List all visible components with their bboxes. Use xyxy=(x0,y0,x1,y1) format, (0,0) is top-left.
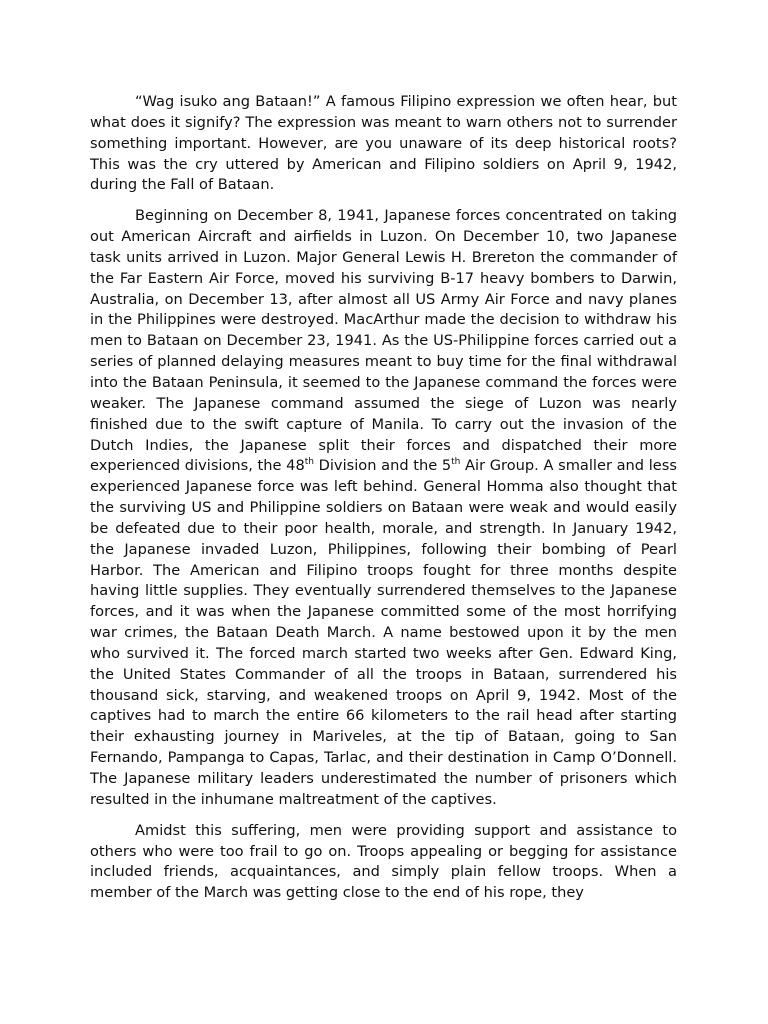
paragraph-1-text: “Wag isuko ang Bataan!” A famous Filipino expression we often hear, but what does it signify? The expression was meant to warn others not to surrender something important. However, are you unaware of its deep historical roots? This was the cry uttered by American and Filipino soldiers on April 9, 1942, during the Fall of Bataan. xyxy=(90,93,677,194)
paragraph-2-text-part-3: Air Group. A smaller and less experienced Japanese force was left behind. General Homma also thought that the surviving US and Philippine soldiers on Bataan were weak and would easily be defeated due to their poor health, morale, and strength. In January 1942, the Japanese invaded Luzon, Philippines, following their bombing of Pearl Harbor. The American and Filipino troops fought for three months despite having little supplies. They eventually surrendered themselves to the Japanese forces, and it was when the Japanese committed some of the most horrifying war crimes, the Bataan Death March. A name bestowed upon it by the men who survived it. The forced march started two weeks after Gen. Edward King, the United States Commander of all the troops in Bataan, surrendered his thousand sick, starving, and weakened troops on April 9, 1942. Most of the captives had to march the entire 66 kilometers to the rail head after starting their exhausting journey in Mariveles, at the tip of Bataan, going to San Fernando, Pampanga to Capas, Tarlac, and their destination in Camp O’Donnell. The Japanese military leaders underestimated the number of prisoners which resulted in the inhumane maltreatment of the captives. xyxy=(90,457,677,808)
superscript-ordinal: th xyxy=(304,457,314,468)
paragraph-2-text-part-2: Division and the 5 xyxy=(313,457,452,475)
document-body xyxy=(90,92,677,914)
paragraph-2-text-part-1: Beginning on December 8, 1941, Japanese forces concentrated on taking out American Aircraft and airfields in Luzon. On December 10, two Japanese task units arrived in Luzon. Major General Lewis H. Brereton the commander of the Far Eastern Air Force, moved his surviving B-17 heavy bombers to Darwin, Australia, on December 13, after almost all US Army Air Force and navy planes in the Philippines were destroyed. MacArthur made the decision to withdraw his men to Bataan on December 23, 1941. As the US-Philippine forces carried out a series of planned delaying measures meant to buy time for the final withdrawal into the Bataan Peninsula, it seemed to the Japanese command the forces were weaker. The Japanese command assumed the siege of Luzon was nearly finished due to the swift capture of Manila. To carry out the invasion of the Dutch Indies, the Japanese split their forces and dispatched their more experienced divisions, the 48 xyxy=(90,207,677,475)
superscript-ordinal: th xyxy=(451,457,461,468)
paragraph-3 xyxy=(90,821,677,904)
paragraph-2 xyxy=(90,206,677,810)
paragraph-3-text: Amidst this suffering, men were providing support and assistance to others who were too frail to go on. Troops appealing or begging for assistance included friends, acquaintances, and simply plain fellow troops. When a member of the March was getting close to the end of his rope, they xyxy=(90,821,677,902)
paragraph-1 xyxy=(90,92,677,196)
